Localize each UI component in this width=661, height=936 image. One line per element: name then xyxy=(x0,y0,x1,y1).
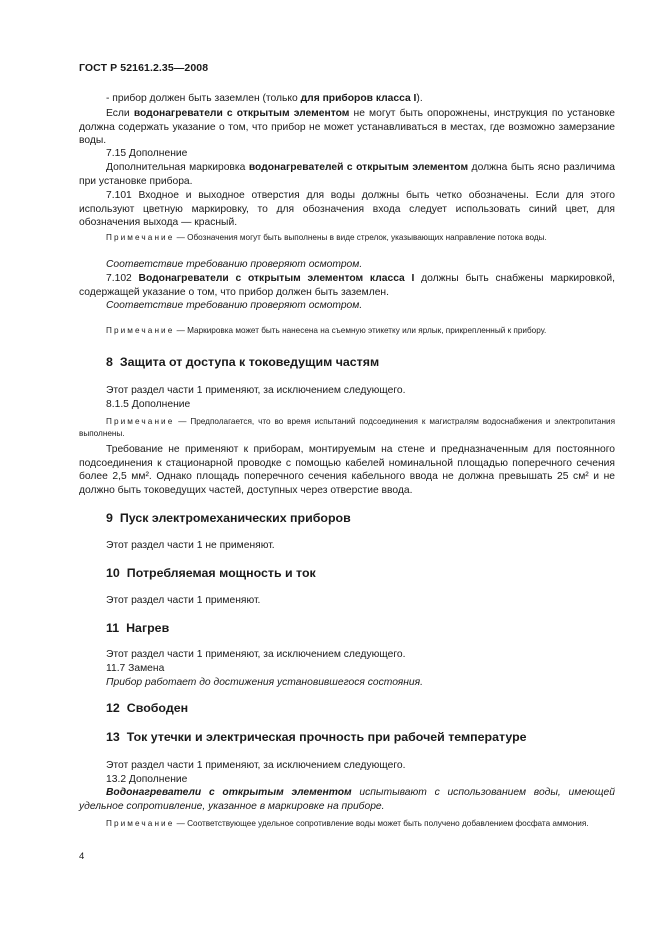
text-span: 7.102 xyxy=(106,273,139,284)
note-label: Примечание xyxy=(106,819,175,828)
note-text: — Маркировка может быть нанесена на съемную этикетку или ярлык, прикрепленный к прибору. xyxy=(174,326,547,335)
note-text: — Соответствующее удельное сопротивление воды может быть получено добавлением фосфата аммония. xyxy=(174,819,589,828)
clause-7-101: 7.101 Входное и выходное отверстия для воды должны быть четко обозначены. Если для этого используют цветную маркировку, то для обозначения входа следует использовать синий цвет, для обозначения выхода — красный. xyxy=(79,190,615,229)
text-span: Если xyxy=(106,108,134,119)
note-text: — Обозначения могут быть выполнены в виде стрелок, указывающих направление потока воды. xyxy=(174,233,547,242)
note-text: — Предполагается, что во время испытаний подсоединения к магистралям водоснабжения и электропитания выполнены. xyxy=(79,417,615,438)
paragraph-wall-mounted: Требование не применяют к приборам, монтируемым на стене и предназначенным для постоянного подсоединения к стационарной проводке с помощью кабелей номинальной площадью поперечного сечения более 2,5 мм². Однако площадь поперечного сечения кабельного ввода не должна превышать 25 см² и не должно быть токоведущих частей, доступных через отверстие ввода. xyxy=(79,444,615,496)
bold-span: Водонагреватели с открытым элементом xyxy=(106,787,352,798)
text-span: должны быть снабжены маркировкой, содержащей указание о том, что прибор должен быть заземлен. xyxy=(79,273,615,298)
section-title: Пуск электромеханических приборов xyxy=(119,511,351,525)
section-number: 8 xyxy=(106,355,113,369)
clause-7-15: 7.15 Дополнение xyxy=(106,148,188,159)
section-number: 9 xyxy=(106,511,113,525)
bold-span: Водонагреватели с открытым элементом класса I xyxy=(138,273,415,284)
section-number: 12 xyxy=(106,701,120,715)
section-number: 11 xyxy=(106,621,120,635)
note-arrows xyxy=(79,232,615,244)
section-heading-11 xyxy=(106,621,169,635)
note-label-tag xyxy=(79,325,615,337)
compliance-inspection: Соответствие требованию проверяют осмотром. xyxy=(106,259,363,270)
section-title: Потребляемая мощность и ток xyxy=(126,566,316,580)
section-title: Ток утечки и электрическая прочность при рабочей температуре xyxy=(126,730,527,744)
paragraph-not-applied: Этот раздел части 1 не применяют. xyxy=(106,540,275,551)
note-label: Примечание xyxy=(106,233,175,242)
section-title: Защита от доступа к токоведущим частям xyxy=(119,355,380,369)
bold-span: водонагреватели с открытым элементом xyxy=(133,108,350,119)
bold-span: водонагревателей с открытым элементом xyxy=(248,162,469,173)
text-span: должна быть ясно различима при установке прибора. xyxy=(79,162,615,187)
paragraph-water-resistivity xyxy=(79,786,615,813)
section-title: Нагрев xyxy=(126,621,170,635)
paragraph-steady-state: Прибор работает до достижения установившегося состояния. xyxy=(106,677,424,688)
note-ammonium xyxy=(79,818,615,830)
page-number: 4 xyxy=(79,851,85,862)
paragraph-applied: Этот раздел части 1 применяют. xyxy=(106,595,261,606)
note-label: Примечание xyxy=(106,326,175,335)
paragraph-applies-except: Этот раздел части 1 применяют, за исключением следующего. xyxy=(106,649,406,660)
paragraph-applies-except: Этот раздел части 1 применяют, за исключением следующего. xyxy=(106,760,406,771)
document-code: ГОСТ Р 52161.2.35—2008 xyxy=(79,62,209,74)
section-number: 13 xyxy=(106,730,120,744)
section-heading-12 xyxy=(106,701,188,715)
note-label: Примечание xyxy=(106,417,175,426)
paragraph-drain-instruction xyxy=(79,107,615,148)
section-number: 10 xyxy=(106,566,120,580)
clause-11-7: 11.7 Замена xyxy=(106,663,165,674)
clause-13-2: 13.2 Дополнение xyxy=(106,774,188,785)
section-title: Свободен xyxy=(126,701,189,715)
note-connections xyxy=(79,416,615,439)
section-heading-9 xyxy=(106,511,351,525)
section-heading-13 xyxy=(106,730,527,744)
paragraph-additional-marking xyxy=(79,161,615,188)
text-span: - прибор должен быть заземлен (только xyxy=(106,93,301,104)
clause-8-1-5: 8.1.5 Дополнение xyxy=(106,399,191,410)
section-heading-8 xyxy=(106,355,379,369)
bold-span: для приборов класса I xyxy=(300,93,417,104)
text-span: испытывают с использованием воды, имеющей удельное сопротивление, указанное в маркировке на приборе. xyxy=(79,787,616,812)
clause-7-102 xyxy=(79,272,615,299)
text-span: Дополнительная маркировка xyxy=(106,162,249,173)
section-heading-10 xyxy=(106,566,316,580)
compliance-inspection: Соответствие требованию проверяют осмотром. xyxy=(106,300,363,311)
paragraph-grounding xyxy=(79,92,615,106)
text-span: ). xyxy=(416,93,423,104)
text-span: не могут быть опорожнены, инструкция по установке должна содержать указание о том, что прибор не может устанавливаться в местах, где возможно замерзание воды. xyxy=(79,108,615,147)
paragraph-applies-except: Этот раздел части 1 применяют, за исключением следующего. xyxy=(106,385,406,396)
